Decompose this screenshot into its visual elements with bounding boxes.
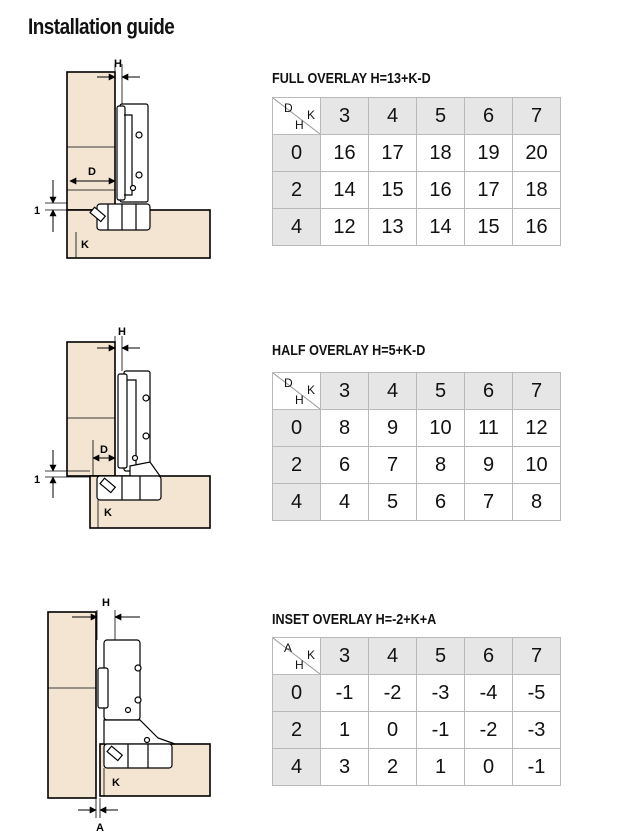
table-cell: 0 <box>369 712 417 749</box>
dim-d-label: D <box>88 166 96 178</box>
table-cell: 11 <box>465 410 513 447</box>
row-header: 2 <box>273 712 321 749</box>
corner-right-label: K <box>306 383 315 397</box>
corner-bottom-label: H <box>295 118 304 132</box>
table-cell: 10 <box>417 410 465 447</box>
dim-1-label: 1 <box>33 205 41 217</box>
row-header: 0 <box>273 410 321 447</box>
column-header: 4 <box>369 98 417 135</box>
half-overlay-title: HALF OVERLAY H=5+K-D <box>272 342 426 359</box>
dim-h-label: H <box>118 326 126 338</box>
dim-h-label: H <box>102 597 110 609</box>
table-cell: 8 <box>417 447 465 484</box>
table-cell: 16 <box>513 209 561 246</box>
table-cell: 1 <box>417 749 465 786</box>
half-overlay-table <box>272 372 561 521</box>
corner-top-label: A <box>284 641 293 655</box>
inset-overlay-table <box>272 637 561 786</box>
dim-a-label: A <box>96 822 104 834</box>
corner-right-label: K <box>306 648 315 662</box>
table-row <box>273 675 561 712</box>
table-cell: 12 <box>513 410 561 447</box>
table-cell: 18 <box>417 135 465 172</box>
table-cell: -3 <box>513 712 561 749</box>
table-cell: -5 <box>513 675 561 712</box>
table-row <box>273 135 561 172</box>
dim-k-label: K <box>112 777 120 789</box>
column-header: 7 <box>513 638 561 675</box>
row-header: 2 <box>273 447 321 484</box>
table-cell: -2 <box>369 675 417 712</box>
column-header: 3 <box>321 373 369 410</box>
column-header: 6 <box>465 373 513 410</box>
column-header: 7 <box>513 98 561 135</box>
table-cell: -4 <box>465 675 513 712</box>
table-row <box>273 447 561 484</box>
column-header: 3 <box>321 638 369 675</box>
dim-h-label: H <box>114 58 122 70</box>
table-cell: 14 <box>321 172 369 209</box>
column-header: 4 <box>369 638 417 675</box>
table-cell: 4 <box>321 484 369 521</box>
table-cell: 3 <box>321 749 369 786</box>
table-cell: 17 <box>465 172 513 209</box>
corner-bottom-label: H <box>295 393 304 407</box>
table-row <box>273 484 561 521</box>
table-cell: -1 <box>513 749 561 786</box>
table-cell: 0 <box>465 749 513 786</box>
table-cell: 17 <box>369 135 417 172</box>
dim-d-label: D <box>100 444 108 456</box>
table-corner-cell <box>273 98 321 135</box>
table-row <box>273 712 561 749</box>
column-header: 7 <box>513 373 561 410</box>
inset-overlay-title: INSET OVERLAY H=-2+K+A <box>272 611 437 628</box>
table-cell: 1 <box>321 712 369 749</box>
table-cell: -1 <box>417 712 465 749</box>
row-header: 4 <box>273 209 321 246</box>
table-cell: 12 <box>321 209 369 246</box>
table-cell: 16 <box>417 172 465 209</box>
page-title: Installation guide <box>28 14 175 39</box>
table-cell: 10 <box>513 447 561 484</box>
table-cell: -1 <box>321 675 369 712</box>
row-header: 4 <box>273 749 321 786</box>
table-cell: 6 <box>321 447 369 484</box>
dim-k-label: K <box>104 507 112 519</box>
table-cell: 20 <box>513 135 561 172</box>
cabinet-side-panel <box>48 612 96 798</box>
table-cell: 16 <box>321 135 369 172</box>
corner-top-label: D <box>284 376 293 390</box>
table-corner-cell <box>273 373 321 410</box>
table-row <box>273 749 561 786</box>
table-cell: 9 <box>369 410 417 447</box>
table-cell: 2 <box>369 749 417 786</box>
table-cell: -3 <box>417 675 465 712</box>
table-cell: 7 <box>465 484 513 521</box>
dim-k-label: K <box>81 239 89 251</box>
row-header: 0 <box>273 675 321 712</box>
table-corner-cell <box>273 638 321 675</box>
column-header: 3 <box>321 98 369 135</box>
column-header: 5 <box>417 98 465 135</box>
table-cell: 8 <box>321 410 369 447</box>
column-header: 5 <box>417 373 465 410</box>
table-cell: 13 <box>369 209 417 246</box>
table-cell: 9 <box>465 447 513 484</box>
table-cell: 18 <box>513 172 561 209</box>
corner-bottom-label: H <box>295 658 304 672</box>
table-cell: 14 <box>417 209 465 246</box>
corner-right-label: K <box>306 108 315 122</box>
inset-overlay-diagram <box>0 0 260 837</box>
table-row <box>273 410 561 447</box>
table-cell: 5 <box>369 484 417 521</box>
table-cell: 6 <box>417 484 465 521</box>
table-cell: -2 <box>465 712 513 749</box>
column-header: 6 <box>465 98 513 135</box>
table-row <box>273 209 561 246</box>
row-header: 0 <box>273 135 321 172</box>
table-cell: 15 <box>369 172 417 209</box>
hinge-icon <box>98 640 175 768</box>
table-cell: 7 <box>369 447 417 484</box>
column-header: 4 <box>369 373 417 410</box>
corner-top-label: D <box>284 101 293 115</box>
full-overlay-title: FULL OVERLAY H=13+K-D <box>272 70 431 87</box>
table-cell: 15 <box>465 209 513 246</box>
column-header: 5 <box>417 638 465 675</box>
dim-1-label: 1 <box>33 474 41 486</box>
row-header: 2 <box>273 172 321 209</box>
full-overlay-table <box>272 97 561 246</box>
table-row <box>273 172 561 209</box>
column-header: 6 <box>465 638 513 675</box>
row-header: 4 <box>273 484 321 521</box>
table-cell: 19 <box>465 135 513 172</box>
table-cell: 8 <box>513 484 561 521</box>
